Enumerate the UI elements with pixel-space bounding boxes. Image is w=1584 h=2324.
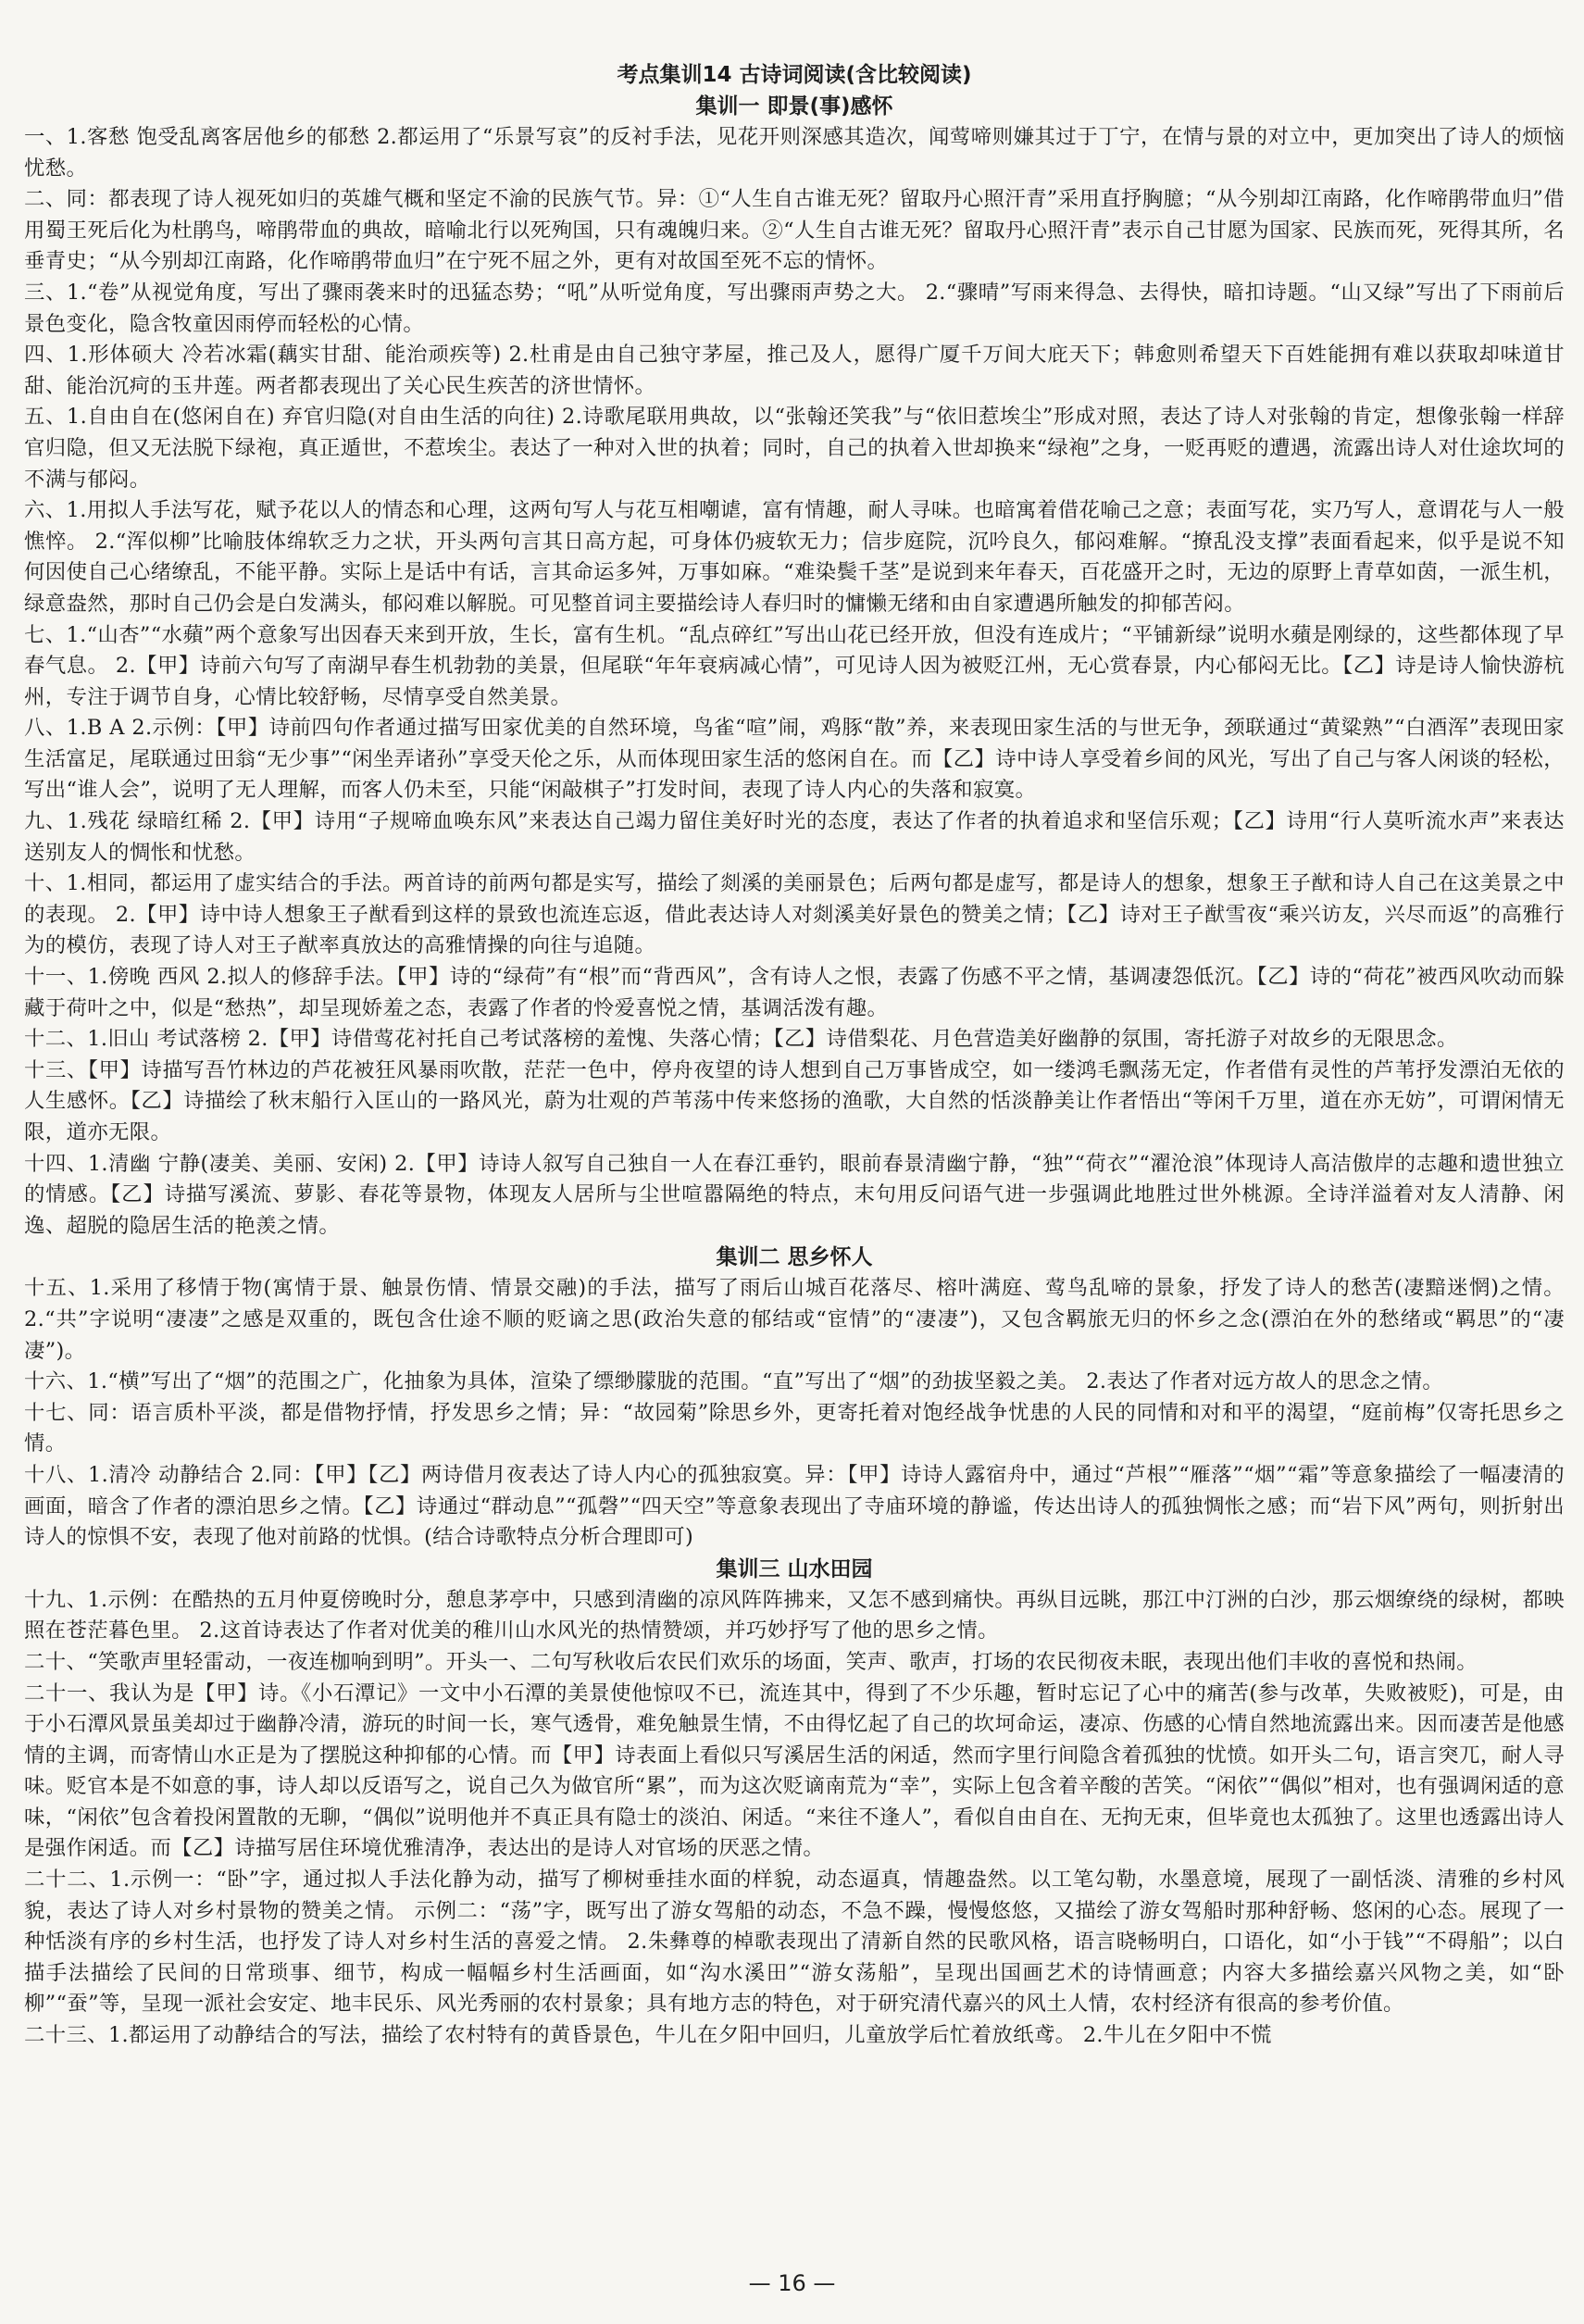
page-number: — 16 — bbox=[748, 2270, 836, 2296]
answer-paragraph: 十四、1.清幽 宁静(凄美、美丽、安闲) 2.【甲】诗诗人叙写自己独自一人在春江垂钓，眼前春景清幽宁静，“独”“荷衣”“濯沧浪”体现诗人高洁傲岸的志趣和遗世独立的情感。【乙】诗描写溪流、萝影、春花等景物，体现友人居所与尘世喧嚣隔绝的特点，末句用反问语气进一步强调此地胜过世外桃源。全诗洋溢着对友人清静、闲逸、超脱的隐居生活的艳羡之情。 bbox=[24, 1151, 1565, 1238]
answer-paragraph: 四、1.形体硕大 冷若冰霜(藕实甘甜、能治顽疾等) 2.杜甫是由自己独守茅屋，推己及人，愿得广厦千万间大庇天下；韩愈则希望天下百姓能拥有难以获取却味道甘甜、能治沉疴的玉井莲。两者都表现出了关心民生疾苦的济世情怀。 bbox=[24, 343, 1565, 398]
section-heading: 集训三 山水田园 bbox=[716, 1556, 873, 1581]
answer-paragraph: 二十三、1.都运用了动静结合的写法，描绘了农村特有的黄昏景色，牛儿在夕阳中回归，儿童放学后忙着放纸鸢。 2.牛儿在夕阳中不慌 bbox=[24, 2023, 1272, 2048]
answer-paragraph: 一、1.客愁 饱受乱离客居他乡的郁愁 2.都运用了“乐景写哀”的反衬手法，见花开则深感其造次，闻莺啼则嫌其过于丁宁，在情与景的对立中，更加突出了诗人的烦恼忧愁。 bbox=[24, 125, 1565, 181]
answer-paragraph: 十一、1.傍晚 西风 2.拟人的修辞手法。【甲】诗的“绿荷”有“根”而“背西风”，含有诗人之恨，表露了伤感不平之情，基调凄怨低沉。【乙】诗的“荷花”被西风吹动而躲藏于荷叶之中，似是“愁热”，却呈现娇羞之态，表露了作者的怜爱喜悦之情，基调活泼有趣。 bbox=[24, 965, 1565, 1020]
answer-paragraph: 二十一、我认为是【甲】诗。《小石潭记》一文中小石潭的美景使他惊叹不已，流连其中，得到了不少乐趣，暂时忘记了心中的痛苦(参与改革，失败被贬)，可是，由于小石潭风景虽美却过于幽静冷清，游玩的时间一长，寒气透骨，难免触景生情，不由得忆起了自己的坎坷命运，凄凉、伤感的心情自然地流露出来。因而凄苦是他感情的主调，而寄情山水正是为了摆脱这种抑郁的心情。而【甲】诗表面上看似只写溪居生活的闲适，然而字里行间隐含着孤独的忧愤。如开头二句，语言突兀，耐人寻味。贬官本是不如意的事，诗人却以反语写之，说自己久为做官所“累”，而为这次贬谪南荒为“幸”，实际上包含着辛酸的苦笑。“闲依”“偶似”相对，也有强调闲适的意味，“闲依”包含着投闲置散的无聊，“偶似”说明他并不真正具有隐士的淡泊、闲适。“来往不逢人”，看似自由自在、无拘无束，但毕竟也太孤独了。这里也透露出诗人是强作闲适。而【乙】诗描写居住环境优雅清净，表达出的是诗人对官场的厌恶之情。 bbox=[24, 1681, 1565, 1861]
answer-paragraph: 十二、1.旧山 考试落榜 2.【甲】诗借莺花衬托自己考试落榜的羞愧、失落心情；【乙】诗借梨花、月色营造美好幽静的氛围，寄托游子对故乡的无限思念。 bbox=[24, 1027, 1458, 1052]
answer-paragraph: 五、1.自由自在(悠闲自在) 弃官归隐(对自由生活的向往) 2.诗歌尾联用典故，以“张翰还笑我”与“依旧惹埃尘”形成对照，表达了诗人对张翰的肯定，想像张翰一样辞官归隐，但又无法脱下绿袍，真正遁世，不惹埃尘。表达了一种对入世的执着；同时，自己的执着入世却换来“绿袍”之身，一贬再贬的遭遇，流露出诗人对仕途坎坷的不满与郁闷。 bbox=[24, 405, 1565, 492]
section-heading: 集训二 思乡怀人 bbox=[716, 1245, 873, 1270]
answer-paragraph: 三、1.“卷”从视觉角度，写出了骤雨袭来时的迅猛态势；“吼”从听觉角度，写出骤雨声势之大。 2.“骤晴”写雨来得急、去得快，暗扣诗题。“山又绿”写出了下雨前后景色变化，隐含牧童因雨停而轻松的心情。 bbox=[24, 280, 1565, 336]
document-page bbox=[24, 59, 1565, 2052]
answer-paragraph: 六、1.用拟人手法写花，赋予花以人的情态和心理，这两句写人与花互相嘲谑，富有情趣，耐人寻味。也暗寓着借花喻己之意；表面写花，实乃写人，意谓花与人一般憔悴。 2.“浑似柳”比喻肢体绵软乏力之状，开头两句言其日高方起，可身体仍疲软无力；信步庭院，沉吟良久，郁闷难解。“撩乱没支撑”表面看起来，似乎是说不知何因使自己心绪缭乱，不能平静。实际上是话中有话，言其命运多舛，万事如麻。“难染鬓千茎”是说到来年春天，百花盛开之时，无边的原野上青草如茵，一派生机，绿意盎然，那时自己仍会是白发满头，郁闷难以解脱。可见整首词主要描绘诗人春归时的慵懒无绪和由自家遭遇所触发的抑郁苦闷。 bbox=[24, 498, 1565, 616]
section-heading: 集训一 即景(事)感怀 bbox=[695, 94, 893, 119]
answer-paragraph: 二、同：都表现了诗人视死如归的英雄气概和坚定不渝的民族气节。异：①“人生自古谁无死？留取丹心照汗青”采用直抒胸臆；“从今别却江南路，化作啼鹃带血归”借用蜀王死后化为杜鹃鸟，啼鹃带血的典故，暗喻北行以死殉国，只有魂魄归来。②“人生自古谁无死？留取丹心照汗青”表示自己甘愿为国家、民族而死，死得其所，名垂青史；“从今别却江南路，化作啼鹃带血归”在宁死不屈之外，更有对故国至死不忘的情怀。 bbox=[24, 187, 1565, 274]
answer-paragraph: 十六、1.“横”写出了“烟”的范围之广，化抽象为具体，渲染了缥缈朦胧的范围。“直”写出了“烟”的劲拔坚毅之美。 2.表达了作者对远方故人的思念之情。 bbox=[24, 1369, 1444, 1394]
answer-paragraph: 二十、“笑歌声里轻雷动，一夜连枷响到明”。开头一、二句写秋收后农民们欢乐的场面，笑声、歌声，打场的农民彻夜未眠，表现出他们丰收的喜悦和热闹。 bbox=[24, 1649, 1478, 1674]
answer-paragraph: 十五、1.采用了移情于物(寓情于景、触景伤情、情景交融)的手法，描写了雨后山城百花落尽、榕叶满庭、莺鸟乱啼的景象，抒发了诗人的愁苦(凄黯迷惘)之情。 2.“共”字说明“凄凄”之感是双重的，既包含仕途不顺的贬谪之思(政治失意的郁结或“宦情”的“凄凄”)，又包含羁旅无归的怀乡之念(漂泊在外的愁绪或“羁思”的“凄凄”)。 bbox=[24, 1276, 1565, 1363]
answer-paragraph: 十、1.相同，都运用了虚实结合的手法。两首诗的前两句都是实写，描绘了剡溪的美丽景色；后两句都是虚写，都是诗人的想象，想象王子猷和诗人自己在这美景之中的表现。 2.【甲】诗中诗人想象王子猷看到这样的景致也流连忘返，借此表达诗人对剡溪美好景色的赞美之情；【乙】诗对王子猷雪夜“乘兴访友，兴尽而返”的高雅行为的模仿，表现了诗人对王子猷率真放达的高雅情操的向往与追随。 bbox=[24, 871, 1565, 958]
answer-paragraph: 二十二、1.示例一：“卧”字，通过拟人手法化静为动，描写了柳树垂挂水面的样貌，动态逼真，情趣盎然。以工笔勾勒，水墨意境，展现了一副恬淡、清雅的乡村风貌，表达了诗人对乡村景物的赞美之情。 示例二：“荡”字，既写出了游女驾船的动态，不急不躁，慢慢悠悠，又描绘了游女驾船时那种舒畅、悠闲的心态。展现了一种恬淡有序的乡村生活，也抒发了诗人对乡村生活的喜爱之情。 2.朱彝尊的棹歌表现出了清新自然的民歌风格，语言晓畅明白，口语化，如“小于钱”“不碍船”；以白描手法描绘了民间的日常琐事、细节，构成一幅幅乡村生活画面，如“沟水溪田”“游女荡船”，呈现出国画艺术的诗情画意；内容大多描绘嘉兴风物之美，如“卧柳”“蚕”等，呈现一派社会安定、地丰民乐、风光秀丽的农村景象；具有地方志的特色，对于研究清代嘉兴的风土人情，农村经济有很高的参考价值。 bbox=[24, 1868, 1565, 2017]
answer-paragraph: 十七、同：语言质朴平淡，都是借物抒情，抒发思乡之情；异：“故园菊”除思乡外，更寄托着对饱经战争忧患的人民的同情和对和平的渴望，“庭前梅”仅寄托思乡之情。 bbox=[24, 1400, 1565, 1456]
answer-paragraph: 八、1.B A 2.示例：【甲】诗前四句作者通过描写田家优美的自然环境，鸟雀“喧”闹，鸡豚“散”养，来表现田家生活的与世无争，颈联通过“黄粱熟”“白酒浑”表现田家生活富足，尾联通过田翁“无少事”“闲坐弄诸孙”享受天伦之乐，从而体现田家生活的悠闲自在。而【乙】诗中诗人享受着乡间的风光，写出了自己与客人闲谈的轻松，写出“谁人会”，说明了无人理解，而客人仍未至，只能“闲敲棋子”打发时间，表现了诗人内心的失落和寂寞。 bbox=[24, 716, 1565, 803]
document-title: 考点集训14 古诗词阅读(含比较阅读) bbox=[617, 63, 972, 87]
answer-paragraph: 十三、【甲】诗描写吾竹林边的芦花被狂风暴雨吹散，茫茫一色中，停舟夜望的诗人想到自己万事皆成空，如一缕鸿毛飘荡无定，作者借有灵性的芦苇抒发漂泊无依的人生感怀。【乙】诗描绘了秋末船行入匡山的一路风光，蔚为壮观的芦苇荡中传来悠扬的渔歌，大自然的恬淡静美让作者悟出“等闲千万里，道在亦无妨”，可谓闲情无限，道亦无限。 bbox=[24, 1057, 1565, 1144]
answer-paragraph: 十九、1.示例：在酷热的五月仲夏傍晚时分，憩息茅亭中，只感到清幽的凉风阵阵拂来，又怎不感到痛快。再纵目远眺，那江中汀洲的白沙，那云烟缭绕的绿树，都映照在苍茫暮色里。 2.这首诗表达了作者对优美的稚川山水风光的热情赞颂，并巧妙抒写了他的思乡之情。 bbox=[24, 1587, 1565, 1643]
answer-paragraph: 七、1.“山杏”“水蘋”两个意象写出因春天来到开放，生长，富有生机。“乱点碎红”写出山花已经开放，但没有连成片；“平铺新绿”说明水蘋是刚绿的，这些都体现了早春气息。 2.【甲】诗前六句写了南湖早春生机勃勃的美景，但尾联“年年衰病减心情”，可见诗人因为被贬江州，无心赏春景，内心郁闷无比。【乙】诗是诗人愉快游杭州，专注于调节自身，心情比较舒畅，尽情享受自然美景。 bbox=[24, 622, 1565, 709]
answer-paragraph: 九、1.残花 绿暗红稀 2.【甲】诗用“子规啼血唤东风”来表达自己竭力留住美好时光的态度，表达了作者的执着追求和坚信乐观；【乙】诗用“行人莫听流水声”来表达送别友人的惆怅和忧愁。 bbox=[24, 809, 1565, 865]
answer-paragraph: 十八、1.清冷 动静结合 2.同：【甲】【乙】两诗借月夜表达了诗人内心的孤独寂寞。异：【甲】诗诗人露宿舟中，通过“芦根”“雁落”“烟”“霜”等意象描绘了一幅凄清的画面，暗含了作者的漂泊思乡之情。【乙】诗通过“群动息”“孤磬”“四天空”等意象表现出了寺庙环境的静谧，传达出诗人的孤独惆怅之感；而“岩下风”两句，则折射出诗人的惊惧不安，表现了他对前路的忧惧。(结合诗歌特点分析合理即可) bbox=[24, 1462, 1565, 1550]
